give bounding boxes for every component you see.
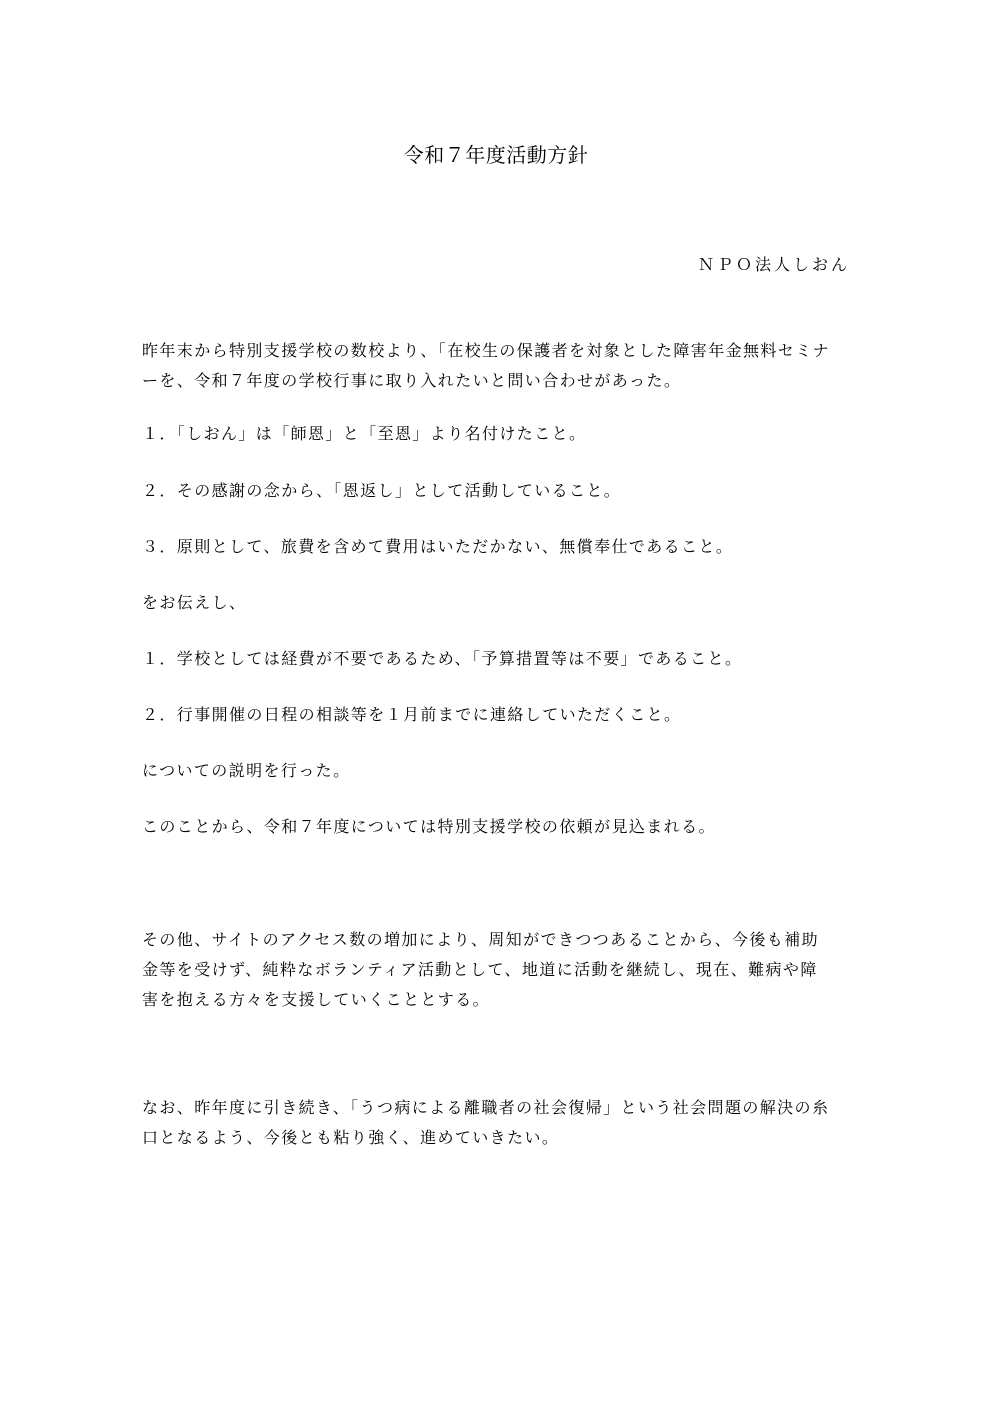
told-text: をお伝えし、	[142, 593, 247, 612]
document-title: 令和７年度活動方針	[403, 143, 589, 167]
school-item-1: １．学校としては経費が不要であるため、「予算措置等は不要」であること。	[142, 649, 743, 668]
point-item-2: ２．その感謝の念から、「恩返し」として活動していること。	[142, 481, 622, 500]
final-line-1: なお、昨年度に引き続き、「うつ病による離職者の社会復帰」という社会問題の解決の糸	[142, 1098, 830, 1117]
explained-text: についての説明を行った。	[142, 761, 351, 780]
other-paragraph	[142, 925, 854, 1015]
other-line-1: その他、サイトのアクセス数の増加により、周知ができつつあることから、今後も補助	[142, 930, 820, 949]
organization-name: ＮＰＯ法人しおん	[697, 255, 850, 274]
intro-line-1: 昨年末から特別支援学校の数校より、「在校生の保護者を対象とした障害年金無料セミナ	[142, 341, 831, 360]
other-line-2: 金等を受けず、純粋なボランティア活動として、地道に活動を継続し、現在、難病や障	[142, 960, 818, 979]
point-item-3: ３．原則として、旅費を含めて費用はいただかない、無償奉仕であること。	[142, 537, 734, 556]
other-line-3: 害を抱える方々を支援していくこととする。	[142, 990, 491, 1009]
final-paragraph	[142, 1093, 854, 1153]
expectation-text: このことから、令和７年度については特別支援学校の依頼が見込まれる。	[142, 817, 716, 836]
final-line-2: 口となるよう、今後とも粘り強く、進めていきたい。	[142, 1128, 560, 1147]
intro-line-2: ーを、令和７年度の学校行事に取り入れたいと問い合わせがあった。	[142, 371, 682, 390]
point-item-1: １．「しおん」は「師恩」と「至恩」より名付けたこと。	[142, 424, 587, 443]
intro-paragraph	[142, 336, 854, 396]
school-item-2: ２．行事開催の日程の相談等を１月前までに連絡していただくこと。	[142, 705, 682, 724]
